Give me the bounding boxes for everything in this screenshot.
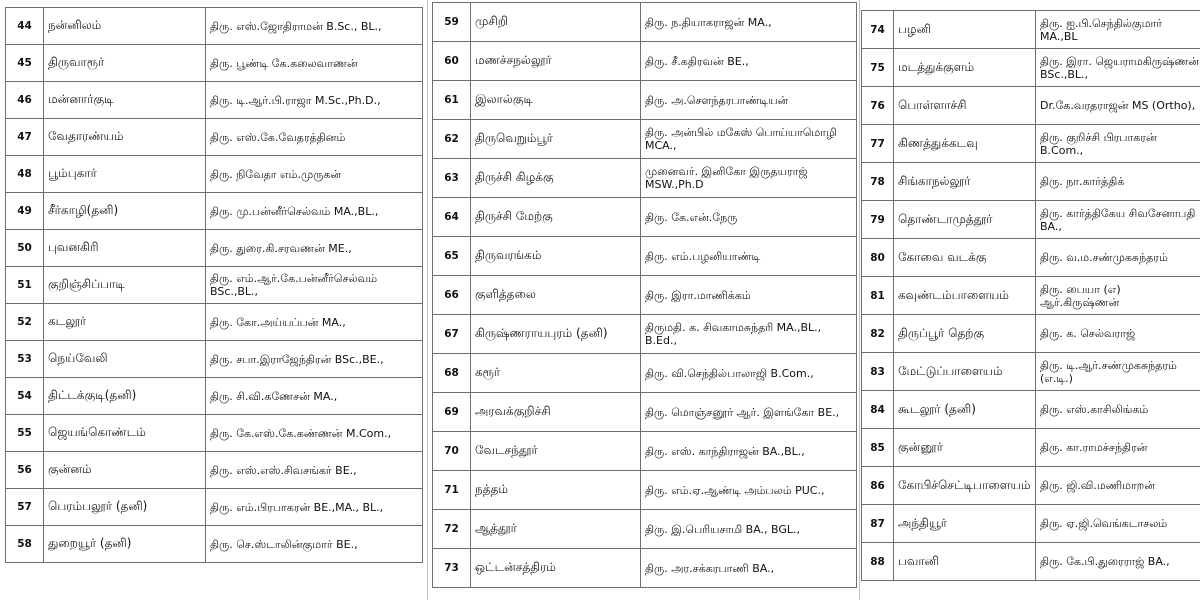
candidate-name: திரு. அ.சௌந்தரபாண்டியன் [641, 81, 857, 120]
constituency-name: திருவெறும்பூர் [471, 120, 641, 159]
constituency-number: 73 [433, 549, 471, 588]
table-row [862, 239, 1200, 277]
constituency-number: 66 [433, 276, 471, 315]
candidate-name: திரு. பையா (எ) ஆர்.கிருஷ்ணன் [1036, 277, 1200, 315]
constituency-name: ஜெயங்கொண்டம் [44, 415, 206, 452]
constituency-number: 69 [433, 393, 471, 432]
candidate-name: திரு. எஸ்.காசிலிங்கம் [1036, 391, 1200, 429]
candidate-name: திரு. க. செல்வராஜ் [1036, 315, 1200, 353]
constituency-number: 60 [433, 42, 471, 81]
candidate-name: திரு. டி.ஆர்.சண்முகசுந்தரம் (எ.டி.) [1036, 353, 1200, 391]
constituency-number: 78 [862, 163, 894, 201]
candidate-name: திரு. பூண்டி கே.கலைவாணன் [206, 45, 423, 82]
table-row [433, 549, 857, 588]
candidate-name: திரு. கே.என்.நேரு [641, 198, 857, 237]
constituency-number: 87 [862, 505, 894, 543]
constituency-name: திருவாரூர் [44, 45, 206, 82]
candidate-name: திரு. ஐ.பி.செந்தில்குமார் MA.,BL [1036, 11, 1200, 49]
constituency-number: 54 [6, 378, 44, 415]
constituency-number: 57 [6, 489, 44, 526]
table-row [433, 315, 857, 354]
constituency-number: 46 [6, 82, 44, 119]
candidate-name: திரு. கார்த்திகேய சிவசேனாபதி BA., [1036, 201, 1200, 239]
table-row [433, 432, 857, 471]
candidate-name: திரு. எஸ்.ஜோதிராமன் B.Sc., BL., [206, 8, 423, 45]
column-separator [859, 0, 860, 600]
constituency-name: மேட்டுப்பாளையம் [894, 353, 1036, 391]
constituency-name: கவுண்டம்பாளையம் [894, 277, 1036, 315]
constituency-number: 52 [6, 304, 44, 341]
constituency-name: திருச்சி மேற்கு [471, 198, 641, 237]
constituency-number: 58 [6, 526, 44, 563]
constituency-name: கரூர் [471, 354, 641, 393]
table-row [862, 315, 1200, 353]
constituency-name: கிருஷ்ணராயபுரம் (தனி) [471, 315, 641, 354]
constituency-number: 47 [6, 119, 44, 156]
candidate-name: திரு. கே.எஸ்.கே.கண்ணன் M.Com., [206, 415, 423, 452]
table-row [6, 8, 423, 45]
table-row [862, 505, 1200, 543]
table-row [6, 489, 423, 526]
candidate-name: திரு. எஸ்.எஸ்.சிவசங்கர் BE., [206, 452, 423, 489]
constituency-name: பூம்புகார் [44, 156, 206, 193]
constituency-name: குன்னம் [44, 452, 206, 489]
table-row [433, 81, 857, 120]
table-row [433, 276, 857, 315]
table-row [433, 198, 857, 237]
candidate-name: திரு. நிவேதா எம்.முருகன் [206, 156, 423, 193]
table-row [862, 125, 1200, 163]
constituency-name: குளித்தலை [471, 276, 641, 315]
constituency-name: குறிஞ்சிப்பாடி [44, 267, 206, 304]
table-row [862, 87, 1200, 125]
table-row [862, 467, 1200, 505]
table-row [862, 11, 1200, 49]
table-row [862, 163, 1200, 201]
constituency-name: சிங்காநல்லூர் [894, 163, 1036, 201]
candidate-name: திரு. ஜி.வி.மணிமாறன் [1036, 467, 1200, 505]
constituency-name: துறையூர் (தனி) [44, 526, 206, 563]
table-row [6, 230, 423, 267]
column-separator [427, 0, 428, 600]
table-row [6, 193, 423, 230]
constituency-number: 62 [433, 120, 471, 159]
constituency-number: 75 [862, 49, 894, 87]
constituency-number: 56 [6, 452, 44, 489]
table-row [433, 159, 857, 198]
constituency-number: 84 [862, 391, 894, 429]
table-row [6, 119, 423, 156]
constituency-name: மணச்சநல்லூர் [471, 42, 641, 81]
constituency-number: 50 [6, 230, 44, 267]
candidate-name: திரு. வ.ம.சண்முகசுந்தரம் [1036, 239, 1200, 277]
candidate-name: திரு. கா.ராமச்சந்திரன் [1036, 429, 1200, 467]
constituency-name: நெய்வேலி [44, 341, 206, 378]
candidate-name: திரு. துரை.கி.சரவணன் ME., [206, 230, 423, 267]
constituency-name: கோபிச்செட்டிபாளையம் [894, 467, 1036, 505]
constituency-name: அரவக்குறிச்சி [471, 393, 641, 432]
constituency-number: 80 [862, 239, 894, 277]
constituency-number: 88 [862, 543, 894, 581]
table-row [6, 378, 423, 415]
constituency-number: 86 [862, 467, 894, 505]
table-row [6, 452, 423, 489]
constituency-name: பழனி [894, 11, 1036, 49]
constituency-number: 72 [433, 510, 471, 549]
constituency-number: 61 [433, 81, 471, 120]
table-row [6, 45, 423, 82]
candidate-name: திரு. இரா.மாணிக்கம் [641, 276, 857, 315]
constituency-number: 74 [862, 11, 894, 49]
constituency-name: குன்னூர் [894, 429, 1036, 467]
constituency-number: 76 [862, 87, 894, 125]
table-row [433, 120, 857, 159]
table-row [6, 415, 423, 452]
candidate-name: திரு. அர.சக்கரபாணி BA., [641, 549, 857, 588]
constituency-number: 44 [6, 8, 44, 45]
constituency-number: 81 [862, 277, 894, 315]
candidate-name: திரு. டி.ஆர்.பி.ராஜா M.Sc.,Ph.D., [206, 82, 423, 119]
constituency-name: ஆத்தூர் [471, 510, 641, 549]
constituency-name: திருவரங்கம் [471, 237, 641, 276]
table-row [862, 353, 1200, 391]
table-row [862, 543, 1200, 581]
table-row [6, 526, 423, 563]
table-row [862, 201, 1200, 239]
constituency-number: 70 [433, 432, 471, 471]
candidate-name: திரு. சி.வி.கணேசன் MA., [206, 378, 423, 415]
table-row [862, 49, 1200, 87]
constituency-name: திட்டக்குடி(தனி) [44, 378, 206, 415]
candidate-name: திரு. எம்.பிரபாகரன் BE.,MA., BL., [206, 489, 423, 526]
candidate-name: திரு. செ.ஸ்டாலின்குமார் BE., [206, 526, 423, 563]
constituency-name: நன்னிலம் [44, 8, 206, 45]
candidate-table-3 [861, 10, 1200, 581]
constituency-number: 49 [6, 193, 44, 230]
candidate-name: திரு. இரா. ஜெயராமகிருஷ்ணன் BSc.,BL., [1036, 49, 1200, 87]
constituency-name: கிணத்துக்கடவு [894, 125, 1036, 163]
table-row [433, 3, 857, 42]
constituency-name: வேடசந்தூர் [471, 432, 641, 471]
constituency-number: 77 [862, 125, 894, 163]
candidate-name: திரு. இ.பெரியசாமி BA., BGL., [641, 510, 857, 549]
table-row [862, 277, 1200, 315]
candidate-name: திரு. கே.பி.துரைராஜ் BA., [1036, 543, 1200, 581]
constituency-number: 64 [433, 198, 471, 237]
table-row [862, 391, 1200, 429]
table-row [6, 156, 423, 193]
constituency-number: 85 [862, 429, 894, 467]
candidate-name: திரு. மு.பன்னீர்செல்வம் MA.,BL., [206, 193, 423, 230]
candidate-name: திரு. எம்.ஆர்.கே.பன்னீர்செல்வம் BSc.,BL., [206, 267, 423, 304]
constituency-name: பெரம்பலூர் (தனி) [44, 489, 206, 526]
constituency-number: 45 [6, 45, 44, 82]
table-row [433, 42, 857, 81]
constituency-name: மன்னார்குடி [44, 82, 206, 119]
candidate-table-1 [5, 7, 423, 563]
constituency-name: பவானி [894, 543, 1036, 581]
candidate-name: திரு. எஸ்.கே.வேதரத்தினம் [206, 119, 423, 156]
table-row [6, 341, 423, 378]
constituency-number: 67 [433, 315, 471, 354]
constituency-name: பொள்ளாச்சி [894, 87, 1036, 125]
candidate-name: முனைவர். இனிகோ இருதயராஜ் MSW.,Ph.D [641, 159, 857, 198]
table-row [433, 354, 857, 393]
constituency-name: கடலூர் [44, 304, 206, 341]
candidate-name: திரு. ஏ.ஜி.வெங்கடாசலம் [1036, 505, 1200, 543]
constituency-name: மடத்துக்குளம் [894, 49, 1036, 87]
candidate-name: திரு. குறிச்சி பிரபாகரன் B.Com., [1036, 125, 1200, 163]
constituency-name: புவனகிரி [44, 230, 206, 267]
table-row [6, 267, 423, 304]
constituency-number: 68 [433, 354, 471, 393]
candidate-name: திரு. எஸ். காந்திராஜன் BA.,BL., [641, 432, 857, 471]
candidate-name: திரு. எம்.பழனியாண்டி [641, 237, 857, 276]
candidate-name: Dr.கே.வரதராஜன் MS (Ortho), [1036, 87, 1200, 125]
constituency-name: தொண்டாமுத்தூர் [894, 201, 1036, 239]
constituency-name: வேதாரண்யம் [44, 119, 206, 156]
candidate-name: திருமதி. க. சிவகாமசுந்தரி MA.,BL., B.Ed., [641, 315, 857, 354]
table-row [433, 393, 857, 432]
constituency-number: 53 [6, 341, 44, 378]
constituency-number: 79 [862, 201, 894, 239]
constituency-name: நத்தம் [471, 471, 641, 510]
table-row [6, 82, 423, 119]
constituency-number: 59 [433, 3, 471, 42]
constituency-number: 55 [6, 415, 44, 452]
candidate-table-2 [432, 2, 857, 588]
constituency-number: 63 [433, 159, 471, 198]
constituency-name: இலால்குடி [471, 81, 641, 120]
table-row [433, 510, 857, 549]
constituency-name: முசிறி [471, 3, 641, 42]
candidate-name: திரு. கோ.அய்யப்பன் MA., [206, 304, 423, 341]
candidate-name: திரு. எம்.ஏ.ஆண்டி அம்பலம் PUC., [641, 471, 857, 510]
constituency-name: அந்தியூர் [894, 505, 1036, 543]
candidate-name: திரு. மொஞ்சனூர் ஆர். இளங்கோ BE., [641, 393, 857, 432]
candidate-name: திரு. சபா.இராஜேந்திரன் BSc.,BE., [206, 341, 423, 378]
constituency-name: சீர்காழி(தனி) [44, 193, 206, 230]
candidate-name: திரு. சீ.கதிரவன் BE., [641, 42, 857, 81]
constituency-number: 82 [862, 315, 894, 353]
candidate-name: திரு. ந.தியாகராஜன் MA., [641, 3, 857, 42]
constituency-number: 71 [433, 471, 471, 510]
constituency-name: கூடலூர் (தனி) [894, 391, 1036, 429]
constituency-name: ஒட்டன்சத்திரம் [471, 549, 641, 588]
constituency-number: 65 [433, 237, 471, 276]
candidate-name: திரு. அன்பில் மகேஸ் பொய்யாமொழி MCA., [641, 120, 857, 159]
constituency-number: 83 [862, 353, 894, 391]
table-row [862, 429, 1200, 467]
constituency-number: 51 [6, 267, 44, 304]
candidate-name: திரு. நா.கார்த்திக் [1036, 163, 1200, 201]
constituency-name: திருப்பூர் தெற்கு [894, 315, 1036, 353]
constituency-name: திருச்சி கிழக்கு [471, 159, 641, 198]
table-row [433, 237, 857, 276]
constituency-number: 48 [6, 156, 44, 193]
table-row [433, 471, 857, 510]
constituency-name: கோவை வடக்கு [894, 239, 1036, 277]
candidate-name: திரு. வி.செந்தில்பாலாஜி B.Com., [641, 354, 857, 393]
table-row [6, 304, 423, 341]
